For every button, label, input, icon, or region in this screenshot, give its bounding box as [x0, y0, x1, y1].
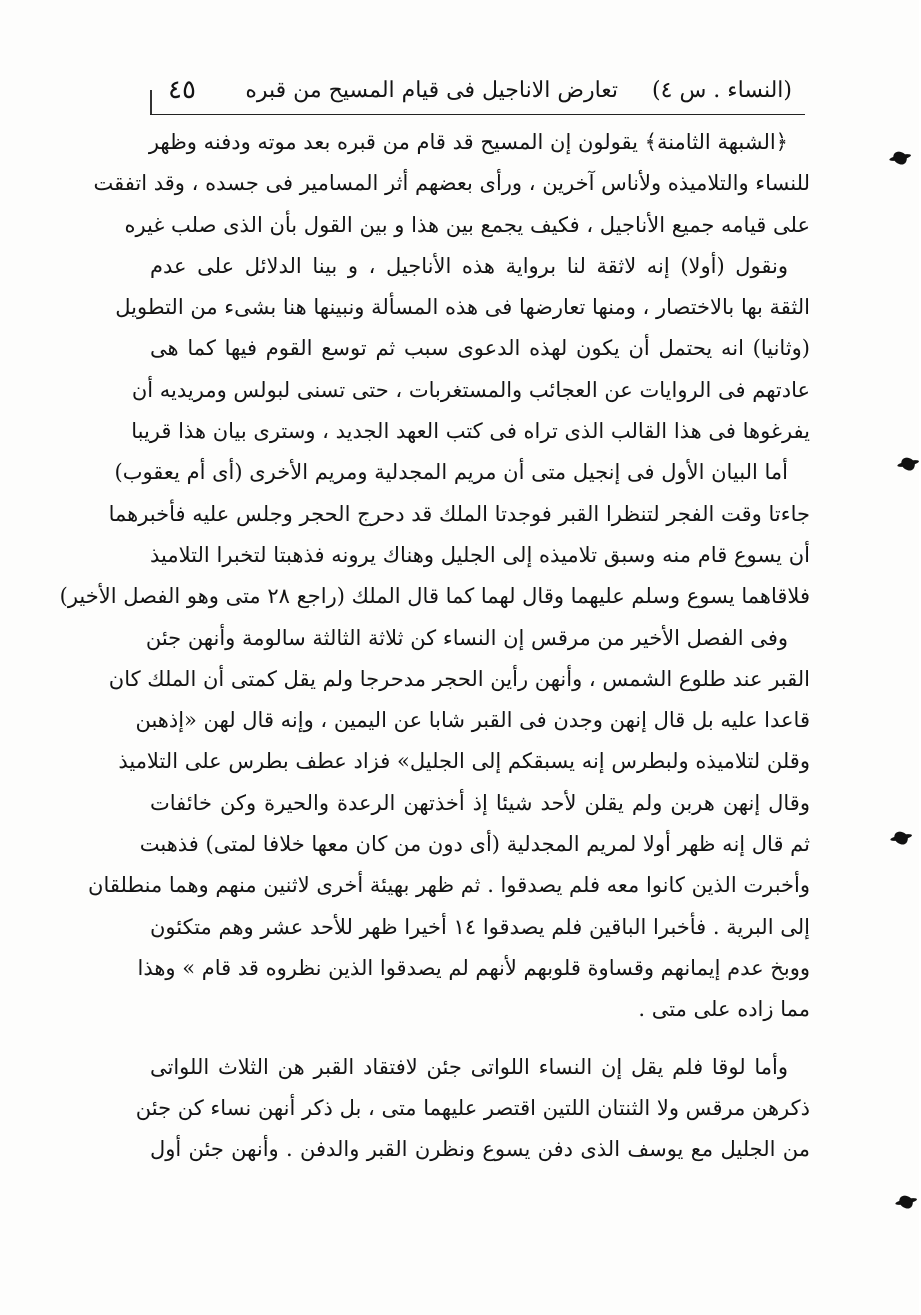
text-line: فلاقاهما يسوع وسلم عليهما وقال لهما كما قال الملك (راجع ٢٨ متى وهو الفصل الأخير) [59, 584, 810, 609]
text-line: القبر عند طلوع الشمس ، وأنهن رأين الحجر مدحرجا ولم يقل كمتى أن الملك كان [108, 666, 810, 691]
text-line: يفرغوها فى هذا القالب الذى تراه فى كتب العهد الجديد ، وسترى بيان هذا قريبا [131, 419, 810, 444]
text-line: مما زاده على متى . [638, 997, 810, 1022]
text-line: أما البيان الأول فى إنجيل متى أن مريم المجدلية ومريم الأخرى (أى أم يعقوب) [114, 460, 788, 485]
text-line: وقال إنهن هربن ولم يقلن لأحد شيئا إذ أخذتهن الرعدة والحيرة وكن خائفات [150, 790, 810, 815]
text-line: وأخبرت الذين كانوا معه فلم يصدقوا . ثم ظهر بهيئة أخرى لاثنين منهم وهما منطلقان [88, 873, 810, 898]
text-line: قاعدا عليه بل قال إنهن وجدن فى القبر شابا عن اليمين ، وإنه قال لهن «إذهبن [135, 708, 810, 733]
body-text [59, 122, 810, 1170]
text-line: أن يسوع قام منه وسبق تلاميذه إلى الجليل وهناك يرونه فذهبتا لتخبرا التلاميذ [150, 542, 810, 567]
text-line: ونقول (أولا) إنه لاثقة لنا برواية هذه الأناجيل ، و بينا الدلائل على عدم [150, 253, 788, 278]
header-chapter-reference: (النساء . س ٤) [652, 77, 792, 103]
text-line: ﴿الشبهة الثامنة﴾ يقولون إن المسيح قد قام من قبره بعد موته ودفنه وظهر [148, 130, 788, 154]
ink-blot [892, 830, 909, 846]
text-line: الثقة بها بالاختصار ، ومنها تعارضها فى هذه المسألة ونبينها هنا بشىء من التطويل [115, 295, 810, 320]
page-number: ٤٥ [168, 75, 196, 105]
text-line: وأما لوقا فلم يقل إن النساء اللواتى جئن لافتقاد القبر هن الثلاث اللواتى [150, 1054, 788, 1079]
header-rule [150, 114, 805, 115]
text-line: ذكرهن مرقس ولا الثنتان اللتين اقتصر عليهما متى ، بل ذكر أنهن نساء كن جئن [135, 1095, 810, 1120]
text-line: (وثانيا) انه يحتمل أن يكون لهذه الدعوى سبب ثم توسع القوم فيها كما هى [150, 336, 810, 361]
ink-blot [899, 456, 916, 472]
page-header [150, 70, 800, 110]
text-line: من الجليل مع يوسف الذى دفن يسوع ونظرن القبر والدفن . وأنهن جئن أول [150, 1137, 810, 1162]
ink-blot [891, 150, 908, 166]
text-line: وقلن لتلاميذه ولبطرس إنه يسبقكم إلى الجليل» فزاد عطف بطرس على التلاميذ [118, 749, 810, 774]
text-line: إلى البرية . فأخبرا الباقين فلم يصدقوا ١٤ أخيرا ظهر للأحد عشر وهم متكئون [150, 914, 810, 939]
header-running-title: تعارض الاناجيل فى قيام المسيح من قبره [245, 77, 619, 103]
text-line: ثم قال إنه ظهر أولا لمريم المجدلية (أى دون من كان معها خلافا لمتى) فذهبت [139, 832, 810, 857]
text-line: على قيامه جميع الأناجيل ، فكيف يجمع بين هذا و بين القول بأن الذى صلب غيره [124, 212, 810, 237]
ink-blot [897, 1194, 914, 1210]
text-line: وفى الفصل الأخير من مرقس إن النساء كن ثلاثة الثالثة سالومة وأنهن جئن [145, 625, 788, 650]
text-line: للنساء والتلاميذه ولأناس آخرين ، ورأى بعضهم أثر المسامير فى جسده ، وقد اتفقت [93, 171, 810, 196]
text-line: عادتهم فى الروايات عن العجائب والمستغربات ، حتى تسنى لبولس ومريديه أن [131, 377, 810, 402]
text-line: جاءتا وقت الفجر لتنظرا القبر فوجدتا الملك قد دحرج الحجر وجلس عليه فأخبرهما [108, 501, 810, 526]
text-line: ووبخ عدم إيمانهم وقساوة قلوبهم لأنهم لم يصدقوا الذين نظروه قد قام » وهذا [137, 955, 810, 980]
